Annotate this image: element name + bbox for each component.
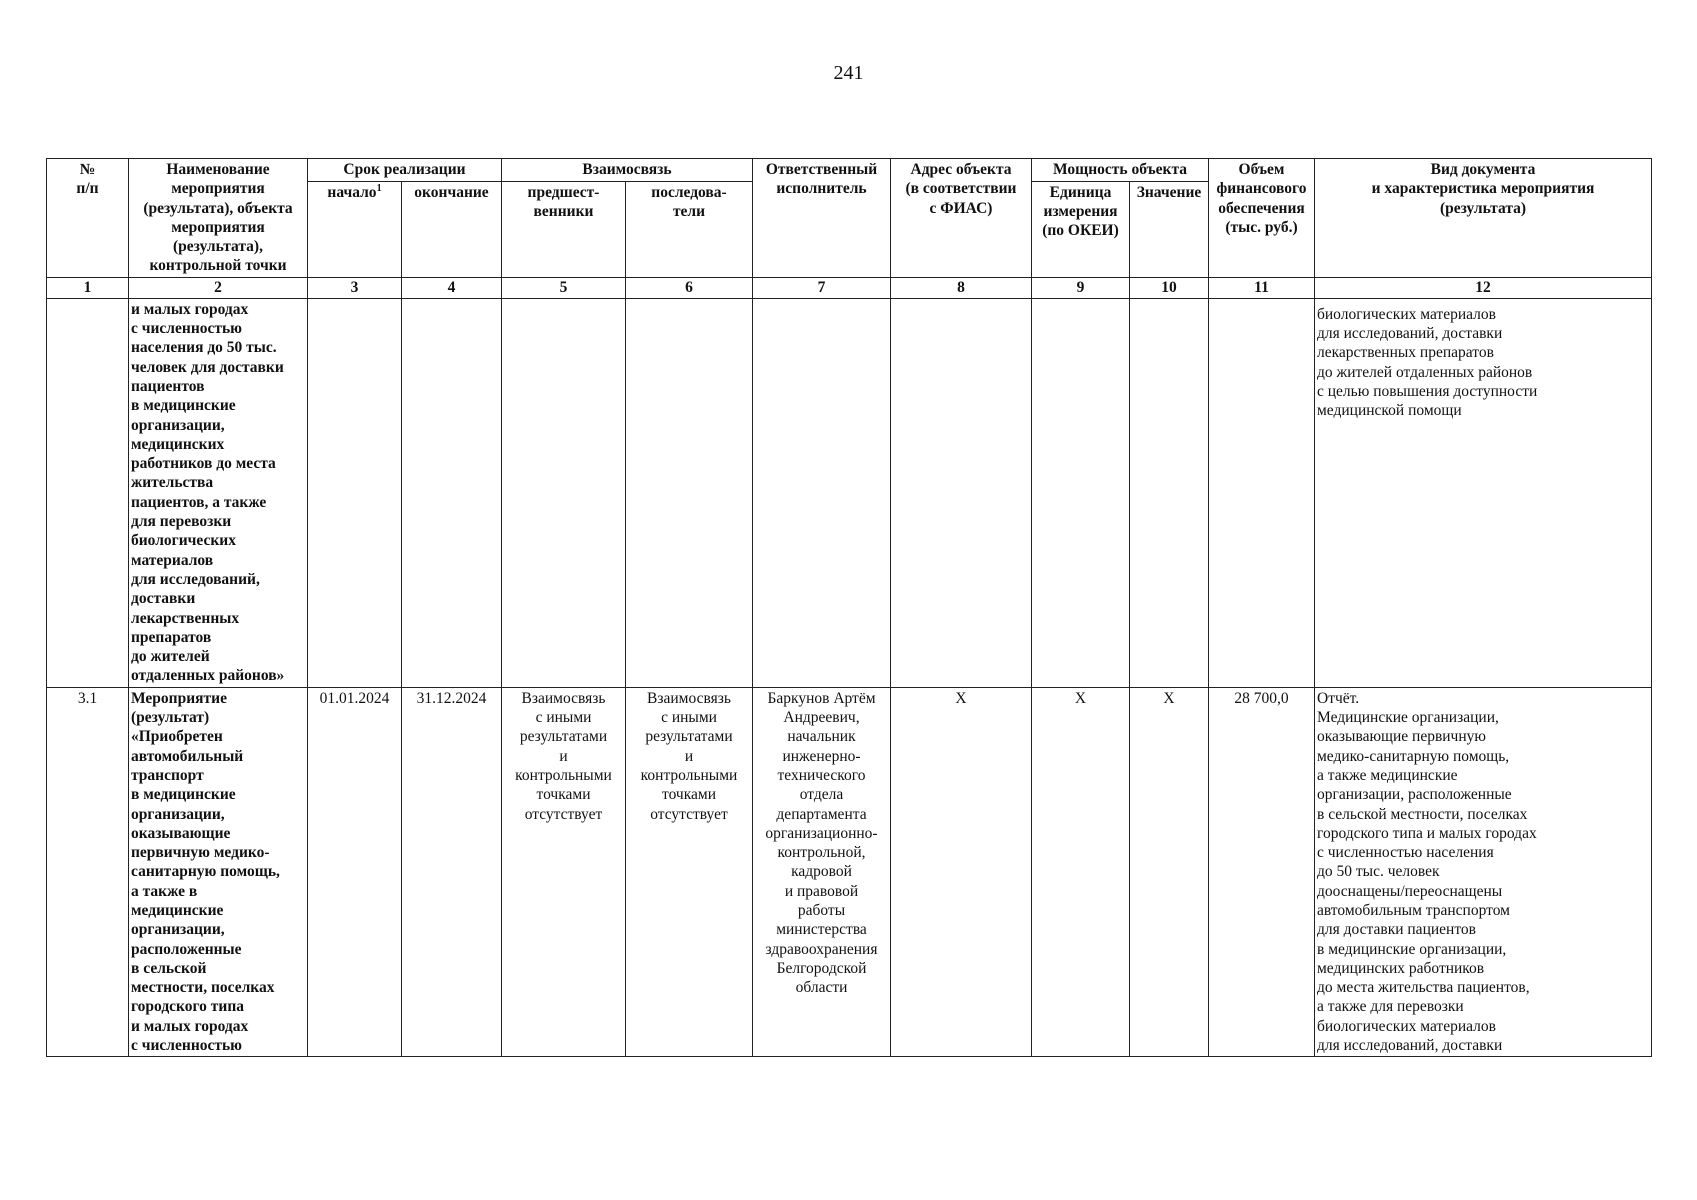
cell-address: Х [891,687,1032,1057]
column-number: 2 [129,277,308,298]
table-row-continued [47,298,1652,687]
header-value: Значение [1130,181,1209,277]
header-finance: Объем финансового обеспечения (тыс. руб.) [1209,159,1315,278]
header-start-footnote: 1 [376,182,382,194]
header-predecessors: предшест- венники [502,181,626,277]
cell-value: Х [1130,687,1209,1057]
header-num: № п/п [47,159,129,278]
column-number: 1 [47,277,129,298]
column-number: 9 [1032,277,1130,298]
cell-unit: Х [1032,687,1130,1057]
column-number: 8 [891,277,1032,298]
column-number: 5 [502,277,626,298]
cell-end [402,298,502,687]
header-start [308,181,402,277]
header-relation: Взаимосвязь [502,159,753,182]
cell-predecessors: Взаимосвязь с иными результатами и контрольными точками отсутствует [502,687,626,1057]
header-address: Адрес объекта (в соответствии с ФИАС) [891,159,1032,278]
column-number: 3 [308,277,402,298]
header-doc-type: Вид документа и характеристика мероприятия (результата) [1315,159,1652,278]
header-end: окончание [402,181,502,277]
cell-num: 3.1 [47,687,129,1057]
cell-successors [626,298,753,687]
cell-start: 01.01.2024 [308,687,402,1057]
cell-end: 31.12.2024 [402,687,502,1057]
header-name: Наименование мероприятия (результата), объекта мероприятия (результата), контрольной точки [129,159,308,278]
column-number: 4 [402,277,502,298]
header-capacity: Мощность объекта [1032,159,1209,182]
header-term: Срок реализации [308,159,502,182]
cell-successors: Взаимосвязь с иными результатами и контрольными точками отсутствует [626,687,753,1057]
column-number: 12 [1315,277,1652,298]
header-responsible: Ответственный исполнитель [753,159,891,278]
cell-responsible: Баркунов Артём Андреевич, начальник инженерно- технического отдела департамента организационно- контрольной, кадровой и правовой работы министерства здравоохранения Белгородской области [753,687,891,1057]
cell-value [1130,298,1209,687]
page-number: 241 [833,62,864,84]
cell-address [891,298,1032,687]
cell-doc: Отчёт. Медицинские организации, оказывающие первичную медико-санитарную помощь, а также медицинские организации, расположенные в сельской местности, поселках городского типа и малых городах с численностью населения до 50 тыс. человек дооснащены/переоснащены автомобильным транспортом для доставки пациентов в медицинские организации, медицинских работников до места жительства пациентов, а также для перевозки биологических материалов для исследований, доставки [1315,687,1652,1057]
header-start-label: начало [327,183,377,201]
activities-table [46,158,1652,1057]
header-successors: последова- тели [626,181,753,277]
column-number: 7 [753,277,891,298]
column-numbers-row [47,277,1652,298]
column-number: 10 [1130,277,1209,298]
cell-name: Мероприятие (результат) «Приобретен автомобильный транспорт в медицинские организации, оказывающие первичную медико- санитарную помощь, а также в медицинские организации, расположенные в сельской местности, поселках городского типа и малых городах с численностью [129,687,308,1057]
column-number: 6 [626,277,753,298]
cell-predecessors [502,298,626,687]
cell-start [308,298,402,687]
cell-finance [1209,298,1315,687]
header-row-1 [47,159,1652,182]
cell-responsible [753,298,891,687]
column-number: 11 [1209,277,1315,298]
cell-doc: биологических материалов для исследований, доставки лекарственных препаратов до жителей отдаленных районов с целью повышения доступности медицинской помощи [1315,298,1652,687]
cell-unit [1032,298,1130,687]
cell-name: и малых городах с численностью населения до 50 тыс. человек для доставки пациентов в медицинские организации, медицинских работников до места жительства пациентов, а также для перевозки биологических материалов для исследований, доставки лекарственных препаратов до жителей отдаленных районов» [129,298,308,687]
cell-finance: 28 700,0 [1209,687,1315,1057]
cell-num [47,298,129,687]
table-row-3-1 [47,687,1652,1057]
header-unit: Единица измерения (по ОКЕИ) [1032,181,1130,277]
